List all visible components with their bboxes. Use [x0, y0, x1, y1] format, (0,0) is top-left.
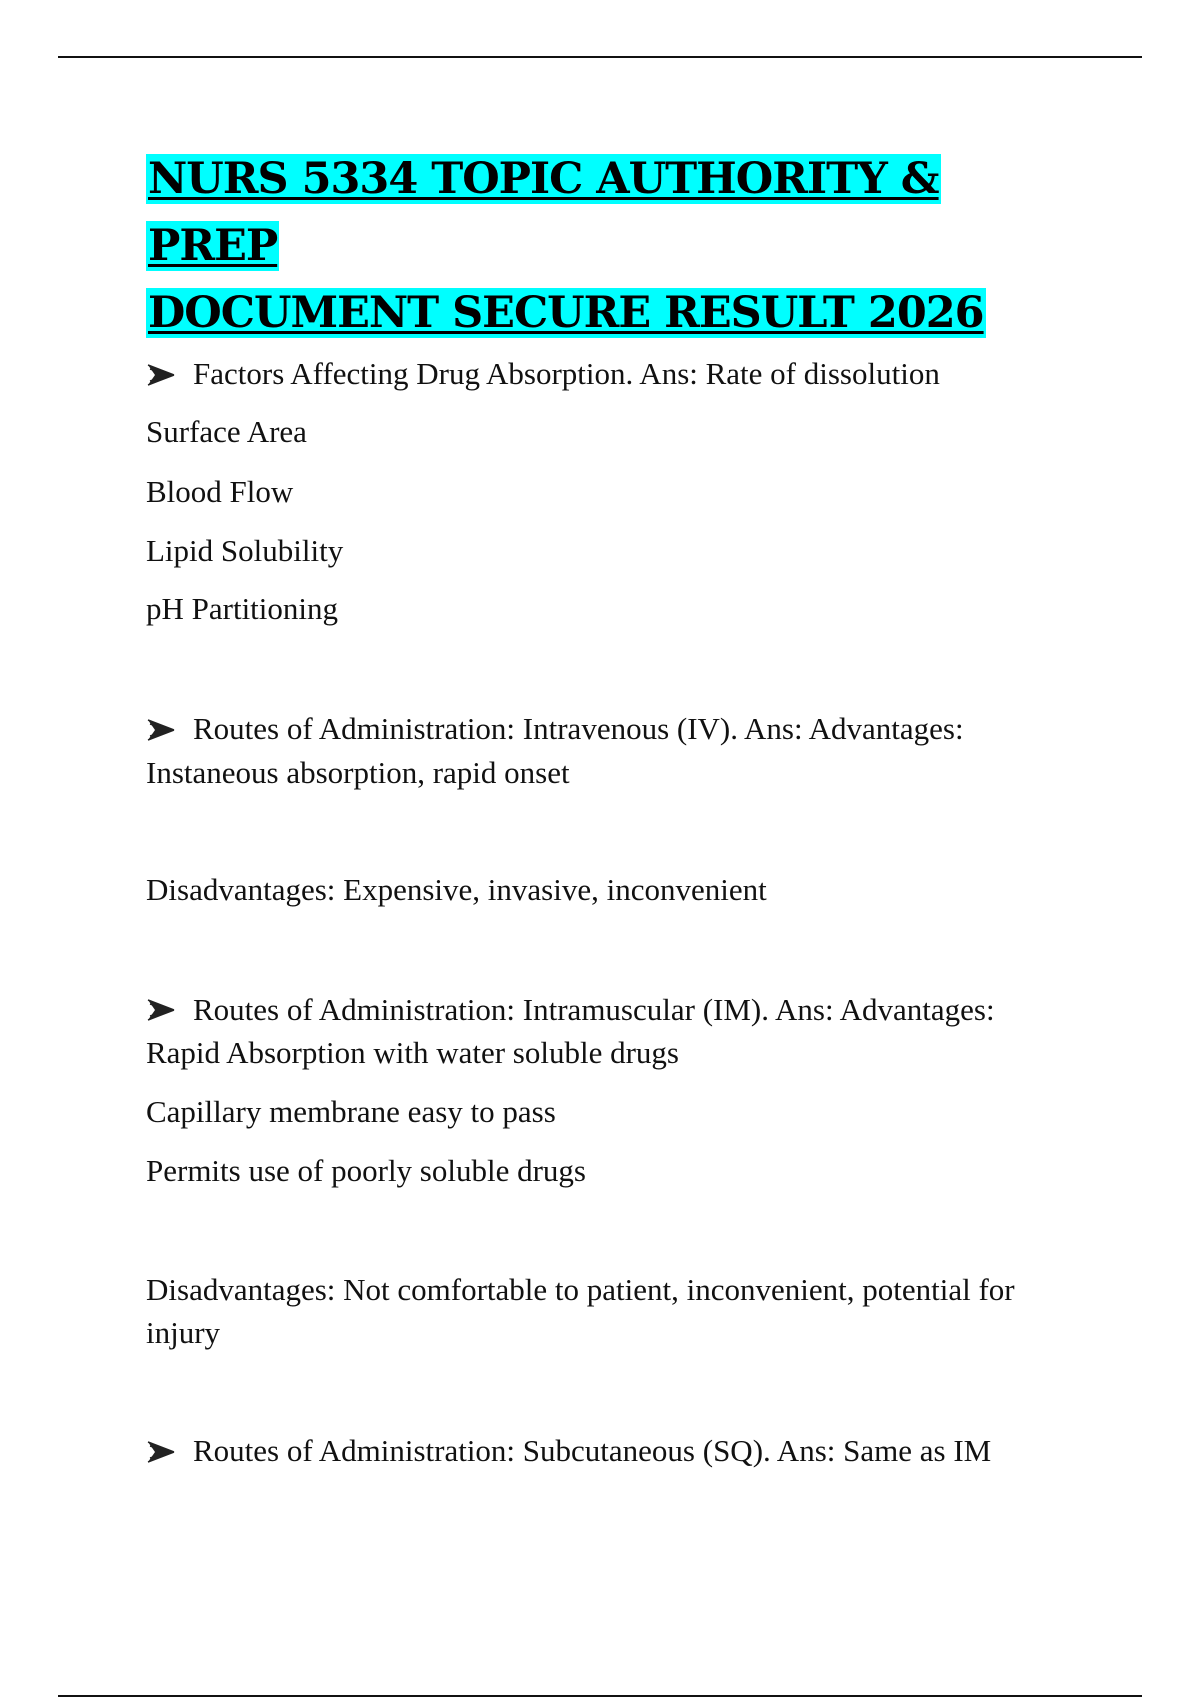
question-3: Routes of Administration: Intramuscular (IM). Ans: Advantages: [193, 992, 995, 1027]
answer-line: Disadvantages: Not comfortable to patient, inconvenient, potential for [146, 1272, 1015, 1307]
question-1: Factors Affecting Drug Absorption. Ans: Rate of dissolution [193, 356, 940, 391]
answer-line: Instaneous absorption, rapid onset [146, 755, 570, 790]
answer-line: injury [146, 1315, 221, 1350]
question-2: Routes of Administration: Intravenous (IV). Ans: Advantages: [193, 711, 964, 746]
question-4: Routes of Administration: Subcutaneous (SQ). Ans: Same as IM [193, 1433, 992, 1468]
answer-line: Blood Flow [146, 474, 294, 509]
arrowhead-bullet-icon [146, 715, 176, 745]
answer-line: pH Partitioning [146, 591, 339, 626]
answer-line: Disadvantages: Expensive, invasive, inconvenient [146, 872, 767, 907]
title-line-2: DOCUMENT SECURE RESULT 2026 [148, 288, 984, 338]
bottom-rule [58, 1695, 1142, 1697]
title-line-1: NURS 5334 TOPIC AUTHORITY & PREP [148, 154, 939, 271]
arrowhead-bullet-icon [146, 1437, 176, 1467]
arrowhead-bullet-icon [146, 360, 176, 390]
arrowhead-bullet-icon [146, 995, 176, 1025]
answer-line: Rapid Absorption with water soluble drugs [146, 1035, 679, 1070]
document-title [146, 146, 1046, 347]
answer-line: Surface Area [146, 414, 307, 449]
top-rule [58, 56, 1142, 58]
answer-line: Lipid Solubility [146, 533, 344, 568]
answer-line: Permits use of poorly soluble drugs [146, 1153, 586, 1188]
answer-line: Capillary membrane easy to pass [146, 1094, 556, 1129]
